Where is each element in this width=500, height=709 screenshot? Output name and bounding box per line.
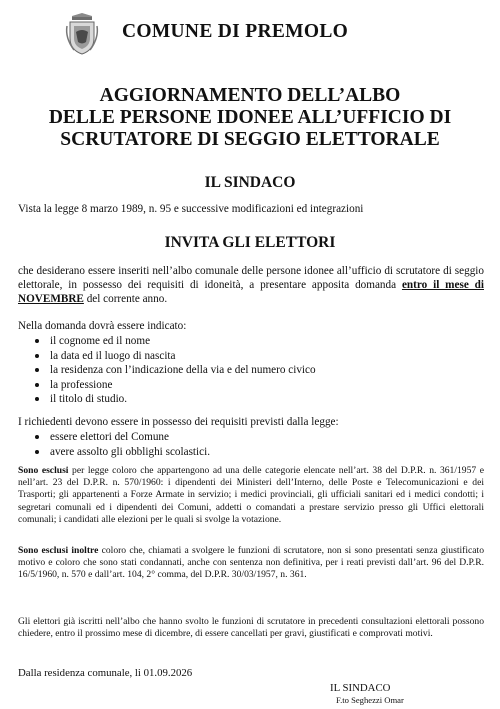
esclusi-inoltre-paragraph — [18, 545, 484, 582]
sindaco-heading: IL SINDACO — [204, 174, 296, 191]
domanda-list — [30, 334, 316, 407]
intro-text: che desiderano essere inseriti nell’albo comunale delle persone idonee all’ufficio di scrutatore di seggio elettorale, in possesso dei requisiti di idoneità, a presentare apposita domanda — [18, 265, 484, 291]
esclusi-text: per legge coloro che appartengono ad una delle categorie elencate nell’art. 38 del D.P.R. n. 361/1957 e nell’art. 23 del D.P.R. n. 570/1960: i dipendenti dei Ministeri dell’Interno, delle Poste e Telecomunicazioni e dei Trasporti; gli appartenenti a Forze Armate in servizio; i medici provinciali, gli ufficiali sanitari ed i medici condotti; i segretari comunali ed i dipendenti dei Comuni, addetti o comandati a prestare servizio presso gli Uffici elettorali comunali; i candidati alle elezioni per le quali si svolge la votazione. — [18, 465, 484, 525]
title-line: SCRUTATORE DI SEGGIO ELETTORALE — [60, 129, 440, 150]
notice-title — [0, 85, 500, 151]
list-item: la residenza con l’indicazione della via e del numero civico — [30, 363, 316, 378]
domanda-heading: Nella domanda dovrà essere indicato: — [18, 320, 187, 332]
title-line: DELLE PERSONE IDONEE ALL’UFFICIO DI — [48, 107, 452, 128]
esclusi-bold: Sono esclusi — [18, 465, 69, 476]
intro-paragraph — [18, 264, 484, 306]
requisiti-list — [30, 430, 210, 459]
list-item: la data ed il luogo di nascita — [30, 349, 316, 364]
cancellazione-paragraph: Gli elettori già iscritti nell’albo che hanno svolto le funzioni di scrutatore in precedenti consultazioni elettorali possono chiedere, entro il prossimo mese di dicembre, di essere cancellati per gravi, giustificati e comprovati motivi. — [18, 616, 484, 640]
list-item: essere elettori del Comune — [30, 430, 210, 445]
title-line: AGGIORNAMENTO DELL’ALBO — [99, 85, 401, 106]
place-date: Dalla residenza comunale, li 01.09.2026 — [18, 667, 193, 679]
deadline-text: entro il mese di NOVEMBRE — [18, 279, 484, 305]
coat-of-arms-icon — [64, 12, 100, 56]
intro-text-end: del corrente anno. — [83, 293, 168, 305]
esclusi-paragraph — [18, 465, 484, 526]
list-item: la professione — [30, 378, 316, 393]
municipality-name: COMUNE DI PREMOLO — [122, 21, 349, 42]
signature-title: IL SINDACO — [330, 682, 391, 694]
legal-reference: Vista la legge 8 marzo 1989, n. 95 e successive modificazioni ed integrazioni — [18, 203, 364, 215]
esclusi-inoltre-bold: Sono esclusi inoltre — [18, 545, 99, 556]
esclusi-inoltre-text: coloro che, chiamati a svolgere le funzioni di scrutatore, non si sono presentati senza giustificato motivo e coloro che sono stati condannati, anche con sentenza non definitiva, per i reati previsti dall’art. 96 del D.P.R. 16/5/1960, n. 570 e dall’art. 104, 2° comma, del D.P.R. 30/03/1957, n. 361. — [18, 545, 484, 581]
list-item: il cognome ed il nome — [30, 334, 316, 349]
requisiti-heading: I richiedenti devono essere in possesso dei requisiti previsti dalla legge: — [18, 416, 339, 428]
list-item: avere assolto gli obblighi scolastici. — [30, 445, 210, 460]
signature-name: F.to Seghezzi Omar — [336, 695, 404, 705]
list-item: il titolo di studio. — [30, 392, 316, 407]
invita-heading: INVITA GLI ELETTORI — [164, 234, 336, 251]
